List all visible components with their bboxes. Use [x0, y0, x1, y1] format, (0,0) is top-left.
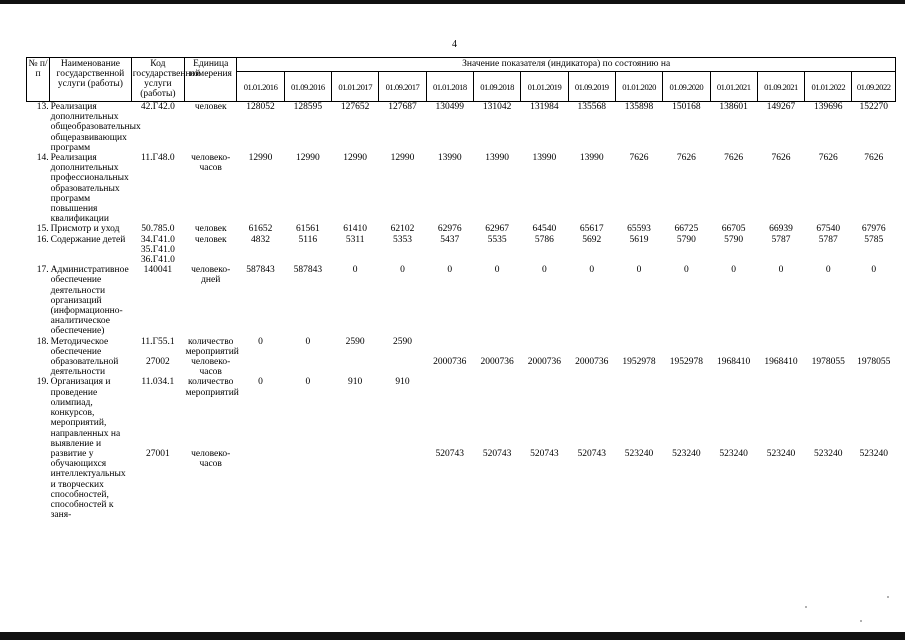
indicator-value: 7626	[629, 153, 649, 164]
row-number: 14.	[36, 153, 49, 164]
indicator-value: 910	[395, 377, 410, 388]
indicator-value: 13990	[437, 153, 462, 164]
indicator-value	[473, 337, 520, 357]
table-row	[27, 153, 896, 224]
table-row	[27, 449, 896, 520]
indicator-value: 128595	[293, 102, 323, 112]
indicator-value	[521, 377, 568, 448]
row-number: 19.	[36, 377, 49, 388]
scan-top-edge	[0, 0, 905, 4]
indicator-value: 131042	[482, 102, 512, 112]
indicator-value: 523240	[766, 448, 796, 459]
indicator-value: 0	[871, 265, 877, 276]
indicator-value: 5535	[487, 234, 507, 245]
service-code-line: 36.Г41.0	[140, 255, 175, 266]
header-date: 01.09.2020	[663, 72, 710, 102]
indicator-value: 0	[258, 377, 263, 388]
indicator-value	[710, 337, 757, 357]
indicator-value: 7626	[818, 153, 838, 164]
indicator-value: 130499	[435, 102, 465, 112]
indicator-value: 135568	[577, 102, 606, 112]
indicator-value: 0	[731, 265, 737, 276]
service-code-line: 35.Г41.0	[140, 244, 175, 255]
header-date: 01.09.2018	[473, 72, 520, 102]
indicator-value: 0	[258, 336, 263, 347]
indicator-value	[663, 337, 710, 357]
indicator-value: 5790	[724, 234, 744, 245]
indicator-value: 61410	[343, 224, 368, 235]
indicator-value	[237, 357, 284, 377]
indicator-value: 523240	[624, 448, 654, 459]
indicator-value: 4832	[251, 234, 271, 245]
header-values: Значение показателя (индикатора) по состоянию на	[237, 58, 896, 72]
indicator-value: 61652	[248, 224, 273, 235]
indicator-value: 523240	[719, 448, 748, 459]
indicator-value	[284, 449, 331, 520]
indicator-value: 1968410	[717, 357, 751, 368]
indicator-value: 66705	[721, 224, 746, 235]
indicator-value: 587843	[293, 265, 323, 276]
header-date: 01.01.2022	[805, 72, 852, 102]
header-date: 01.01.2016	[237, 72, 284, 102]
row-number: 16.	[36, 234, 49, 245]
indicator-value: 7626	[864, 153, 884, 164]
indicator-value: 520743	[482, 448, 512, 459]
service-code: 11.Г48.0	[141, 153, 175, 164]
indicator-value: 13990	[579, 153, 604, 164]
header-date: 01.09.2017	[379, 72, 426, 102]
header-service-name: Наименование государственной услуги (работы)	[50, 58, 132, 102]
unit: количество мероприятий	[185, 336, 239, 357]
indicator-value: 0	[589, 265, 595, 276]
indicator-value: 62967	[485, 224, 509, 235]
indicator-value: 5619	[629, 234, 649, 245]
table-row	[27, 265, 896, 336]
indicator-value: 13990	[485, 153, 509, 164]
service-code: 50.785.0	[141, 224, 175, 235]
indicator-value: 12990	[390, 153, 415, 164]
indicator-value: 0	[305, 336, 311, 347]
service-code: 27001	[145, 448, 170, 459]
indicator-value	[852, 377, 896, 448]
header-date: 01.09.2021	[757, 72, 804, 102]
indicator-value	[615, 337, 662, 357]
service-code: 140041	[143, 265, 173, 276]
indicator-value: 2590	[392, 336, 412, 347]
indicator-value	[852, 337, 896, 357]
unit: человеко-часов	[191, 357, 231, 378]
indicator-value: 0	[542, 265, 547, 276]
table-row	[27, 224, 896, 234]
indicator-value: 152270	[859, 102, 888, 112]
indicator-value: 587843	[246, 265, 275, 276]
indicator-value: 128052	[246, 102, 275, 112]
service-name: Реализация дополнительных общеобразовательных общеразвивающих программ	[50, 102, 141, 153]
indicator-value: 5311	[345, 234, 365, 245]
indicator-value	[332, 357, 379, 377]
row-number: 15.	[36, 224, 49, 235]
indicator-value: 13990	[532, 153, 557, 164]
indicator-value: 520743	[577, 448, 606, 459]
indicator-value	[615, 377, 662, 448]
service-name: Присмотр и уход	[50, 224, 120, 235]
indicator-value	[568, 337, 615, 357]
table-row	[27, 357, 896, 377]
service-code-line: 34.Г41.0	[140, 234, 175, 245]
table-row	[27, 235, 896, 266]
indicator-value: 5785	[864, 234, 884, 245]
unit: человек	[194, 224, 227, 235]
header-date: 01.01.2018	[426, 72, 473, 102]
row-number: 18.	[36, 336, 49, 347]
row-number: 13.	[36, 102, 49, 112]
indicator-value: 5116	[298, 234, 318, 245]
service-name: Административное обеспечение деятельности организаций (информационно-аналитическое обеспечение)	[50, 265, 129, 337]
indicator-value: 12990	[295, 153, 320, 164]
indicator-value: 5787	[818, 234, 838, 245]
indicator-value: 127652	[340, 102, 370, 112]
header-date: 01.09.2019	[568, 72, 615, 102]
indicator-value: 0	[352, 265, 358, 276]
table-row	[27, 337, 896, 357]
indicator-value: 7626	[724, 153, 744, 164]
indicator-value: 12990	[343, 153, 368, 164]
indicator-value	[521, 337, 568, 357]
service-code: 27002	[145, 357, 170, 368]
indicator-value: 0	[778, 265, 784, 276]
unit: человеко-часов	[191, 153, 231, 174]
indicator-value: 1978055	[857, 357, 891, 368]
indicator-value	[710, 377, 757, 448]
service-code: 11.Г55.1	[141, 336, 175, 347]
indicator-value: 520743	[435, 448, 465, 459]
indicator-value: 61561	[295, 224, 320, 235]
service-name: Реализация дополнительных профессиональных образовательных программ повышения квалификации	[50, 153, 129, 225]
indicator-value: 0	[305, 377, 311, 388]
service-code: 11.034.1	[141, 377, 175, 388]
table-row	[27, 102, 896, 154]
indicator-value: 2000736	[527, 357, 562, 368]
indicator-value	[805, 337, 852, 357]
unit: человеко-дней	[191, 265, 231, 286]
indicator-value	[473, 377, 520, 448]
indicator-value: 5786	[534, 234, 554, 245]
indicator-value: 2590	[345, 336, 365, 347]
indicator-value: 523240	[859, 448, 888, 459]
scan-bottom-edge	[0, 632, 905, 640]
indicator-value	[426, 377, 473, 448]
indicator-value: 7626	[676, 153, 696, 164]
indicator-value: 0	[494, 265, 500, 276]
indicator-table	[26, 57, 896, 520]
indicator-value	[663, 377, 710, 448]
indicator-value: 66939	[769, 224, 793, 235]
unit: количество мероприятий	[185, 377, 239, 398]
indicator-value: 65593	[627, 224, 651, 235]
indicator-value	[426, 337, 473, 357]
indicator-value: 138601	[719, 102, 748, 112]
header-date: 01.01.2019	[521, 72, 568, 102]
indicator-value	[379, 357, 426, 377]
indicator-value: 2000736	[433, 357, 467, 368]
indicator-value	[237, 449, 284, 520]
scan-speck	[887, 596, 889, 598]
service-name: Содержание детей	[50, 234, 126, 245]
indicator-value: 523240	[814, 448, 843, 459]
indicator-value: 0	[683, 265, 689, 276]
indicator-value: 2000736	[480, 357, 514, 368]
indicator-value: 67976	[861, 224, 886, 235]
indicator-value: 65617	[579, 224, 604, 235]
indicator-value: 520743	[530, 448, 559, 459]
page-number: 4	[452, 39, 457, 50]
indicator-value: 1968410	[764, 357, 798, 368]
indicator-value: 131984	[530, 102, 559, 112]
unit: человек	[194, 234, 227, 245]
indicator-value: 523240	[672, 448, 701, 459]
indicator-value: 149267	[766, 102, 796, 112]
header-date: 01.09.2022	[852, 72, 896, 102]
unit: человек	[194, 102, 227, 112]
indicator-value: 66725	[674, 224, 699, 235]
service-code	[131, 235, 184, 266]
header-date: 01.09.2016	[284, 72, 331, 102]
indicator-value: 1952978	[669, 357, 703, 368]
indicator-value: 64540	[532, 224, 557, 235]
scan-speck	[805, 606, 807, 608]
indicator-value	[284, 357, 331, 377]
indicator-value: 1952978	[622, 357, 656, 368]
indicator-value: 150168	[672, 102, 701, 112]
indicator-value	[379, 449, 426, 520]
indicator-value: 0	[447, 265, 453, 276]
header-date: 01.01.2021	[710, 72, 757, 102]
indicator-value: 5790	[676, 234, 696, 245]
service-name: Методическое обеспечение образовательной деятельности	[50, 336, 119, 378]
indicator-value: 62976	[437, 224, 462, 235]
indicator-value: 67540	[816, 224, 841, 235]
service-name: Организация и проведение олимпиад, конкурсов, мероприятий, направленных на выявление и развитие у обучающихся интеллектуальных и творческих способностей, способностей к заня-	[50, 377, 126, 521]
indicator-value: 7626	[771, 153, 791, 164]
row-number: 17.	[36, 265, 49, 276]
indicator-value	[757, 337, 804, 357]
indicator-value: 62102	[390, 224, 415, 235]
service-code: 42.Г42.0	[140, 102, 175, 112]
indicator-value: 2000736	[575, 357, 609, 368]
unit: человеко-часов	[191, 448, 231, 470]
indicator-value: 12990	[248, 153, 273, 164]
indicator-value	[757, 377, 804, 448]
header-service-code: Код государственной услуги (работы)	[131, 58, 184, 102]
header-date: 01.01.2020	[615, 72, 662, 102]
indicator-value: 5692	[582, 234, 602, 245]
indicator-value: 5787	[771, 234, 791, 245]
indicator-value: 910	[348, 377, 363, 388]
indicator-value	[332, 449, 379, 520]
indicator-value	[805, 377, 852, 448]
indicator-value: 0	[636, 265, 642, 276]
indicator-value: 5437	[440, 234, 460, 245]
indicator-value	[568, 377, 615, 448]
indicator-value: 0	[400, 265, 405, 276]
indicator-value: 1978055	[811, 357, 845, 368]
indicator-value: 0	[825, 265, 831, 276]
indicator-value: 135898	[624, 102, 654, 112]
header-unit: Единица измерения	[185, 58, 237, 102]
header-date: 01.01.2017	[332, 72, 379, 102]
indicator-value: 127687	[388, 102, 417, 112]
header-number: № п/п	[27, 58, 50, 102]
table-row	[27, 377, 896, 448]
scan-speck	[860, 620, 862, 622]
indicator-value: 5353	[392, 234, 412, 245]
indicator-value: 139696	[814, 102, 843, 112]
